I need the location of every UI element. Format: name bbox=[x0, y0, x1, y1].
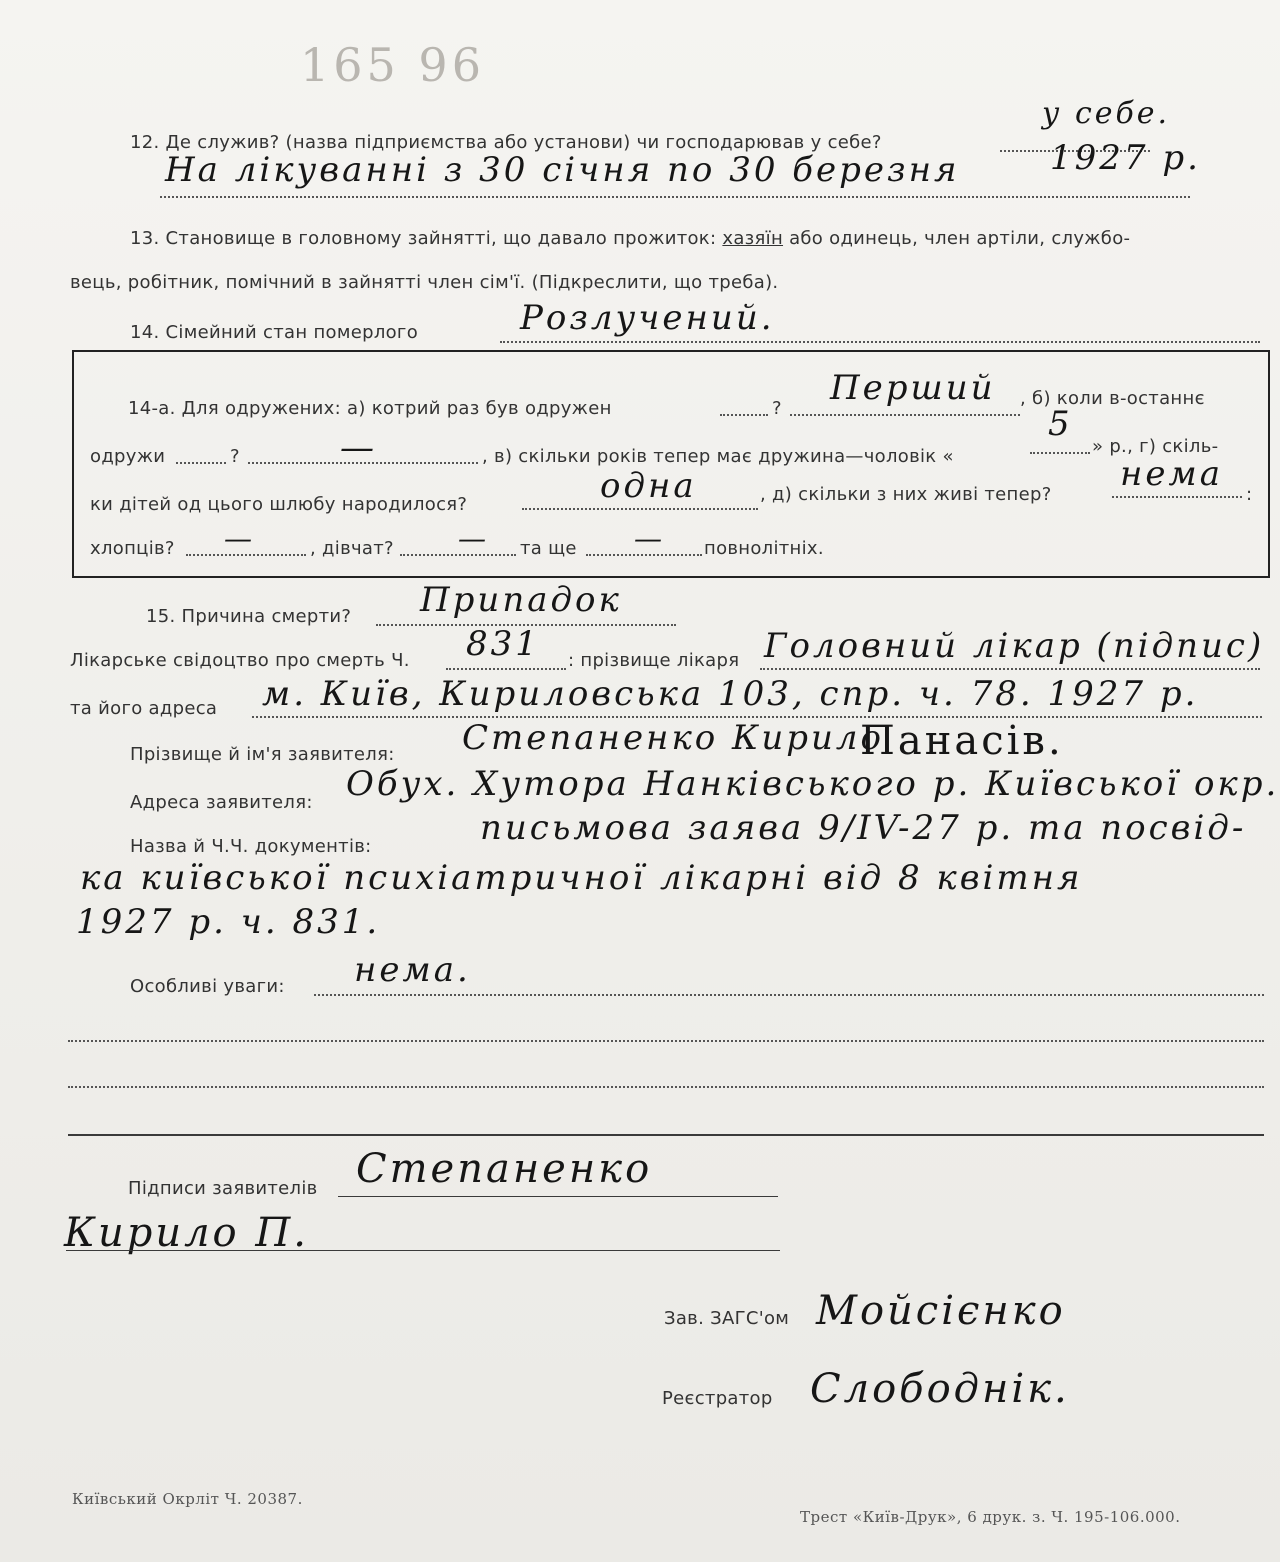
documents-label: Назва й Ч.Ч. документів: bbox=[130, 836, 372, 857]
item14a-line1 bbox=[128, 398, 612, 419]
item14a-ans-times: Перший bbox=[830, 368, 996, 408]
documents-line3: 1927 р. ч. 831. bbox=[76, 902, 381, 942]
item13-line2: вець, робітник, помічний в зайнятті член сім'ї. (Підкреслити, що треба). bbox=[70, 272, 779, 293]
item14a-ans-years: 5 bbox=[1048, 404, 1073, 444]
certificate-number: 831 bbox=[466, 624, 540, 664]
item14-label: 14. Сімейний стан померлого bbox=[130, 322, 419, 343]
item14a-ans-children: одна bbox=[600, 466, 697, 506]
item14a-ans-boys: — bbox=[224, 522, 255, 555]
doctor-label: : прізвище лікаря bbox=[568, 650, 740, 671]
item14a-line2c: » р., г) скіль- bbox=[1092, 436, 1219, 457]
item14a-dots2c bbox=[1030, 452, 1090, 454]
footer-left: Київський Окрліт Ч. 20387. bbox=[72, 1490, 303, 1508]
item14a-ans-girls: — bbox=[458, 522, 489, 555]
applicant-signature-1: Степаненко bbox=[356, 1146, 653, 1192]
item14a-line4a: хлопців? bbox=[90, 538, 175, 559]
applicant-address-label: Адреса заявителя: bbox=[130, 792, 313, 813]
applicant-signatures-label: Підписи заявителів bbox=[128, 1178, 318, 1199]
item12-answer-year: 1927 р. bbox=[1050, 138, 1201, 178]
remarks-label: Особливі уваги: bbox=[130, 976, 285, 997]
item13-selected-status: хазяїн bbox=[722, 228, 784, 249]
applicant-patronymic: Панасів. bbox=[860, 718, 1064, 764]
item14a-line4d: повнолітніх. bbox=[704, 538, 824, 559]
remarks-dots bbox=[314, 994, 1264, 996]
item14a-ans-alive: нема bbox=[1120, 454, 1223, 494]
remarks-line3 bbox=[68, 1086, 1264, 1088]
item14a-line3a: ки дітей од цього шлюбу народилося? bbox=[90, 494, 468, 515]
registrar-label: Реєстратор bbox=[662, 1388, 773, 1409]
item15-label: 15. Причина смерти? bbox=[146, 606, 352, 627]
item12-answer-treatment: На лікуванні з 30 січня по 30 березня bbox=[165, 150, 960, 190]
applicant-name-answer: Степаненко Кирило bbox=[462, 718, 885, 758]
archive-number: 165 96 bbox=[300, 38, 485, 92]
address-answer: м. Київ, Кириловська 103, спр. ч. 78. 1927 р. bbox=[262, 674, 1199, 714]
item14a-line4b: , дівчат? bbox=[310, 538, 394, 559]
item14a-q1: ? bbox=[772, 398, 782, 419]
item14a-dots1 bbox=[720, 414, 768, 416]
item14a-line3b: , д) скільки з них живі тепер? bbox=[760, 484, 1052, 505]
remarks-line2 bbox=[68, 1040, 1264, 1042]
item12-answer-line bbox=[160, 196, 1190, 198]
item14a-dots1b bbox=[790, 414, 1020, 416]
item14a-dots3 bbox=[522, 508, 758, 510]
documents-line1: письмова заява 9/IV-27 р. та посвід- bbox=[480, 808, 1247, 848]
item14a-ans-more: — bbox=[634, 522, 665, 555]
item14a-ans-when: — bbox=[340, 428, 377, 468]
item14a-line2b: , в) скільки років тепер має дружина—чоловік « bbox=[482, 446, 954, 467]
applicant-signature-line2 bbox=[66, 1250, 780, 1251]
item13-prefix: 13. Становище в головному зайнятті, що давало прожиток: bbox=[130, 228, 717, 249]
item14a-line4c: та ще bbox=[520, 538, 577, 559]
item13-line1 bbox=[130, 228, 1130, 249]
item14a-times-question: 14-а. Для одружених: а) котрий раз був одружен bbox=[128, 398, 612, 419]
applicant-signature-line bbox=[338, 1196, 778, 1197]
doctor-answer: Головний лікар (підпис) bbox=[764, 626, 1265, 666]
section-divider bbox=[68, 1134, 1264, 1136]
remarks-answer: нема. bbox=[354, 950, 471, 990]
doctor-dots bbox=[760, 668, 1260, 670]
registrar-signature: Слободнік. bbox=[810, 1366, 1070, 1412]
item15-answer: Припадок bbox=[420, 580, 622, 620]
certificate-label: Лікарське свідоцтво про смерть Ч. bbox=[70, 650, 410, 671]
applicant-signature-2: Кирило П. bbox=[64, 1210, 309, 1256]
item14-dots bbox=[500, 341, 1260, 343]
documents-line2: ка київської психіатричної лікарні від 8 квітня bbox=[80, 858, 1083, 898]
item14a-line3c: : bbox=[1246, 484, 1253, 505]
item14a-q2: ? bbox=[230, 446, 240, 467]
footer-right: Трест «Київ-Друк», 6 друк. з. Ч. 195-106.000. bbox=[800, 1508, 1181, 1526]
item13-suffix: або одинець, член артіли, службо- bbox=[789, 228, 1131, 249]
applicant-address-answer: Обух. Хутора Нанківського р. Київської окр. bbox=[346, 764, 1280, 804]
item14-answer: Розлучений. bbox=[520, 298, 775, 338]
item14a-dots2 bbox=[176, 462, 226, 464]
item12-answer-self: у себе. bbox=[1042, 96, 1171, 131]
item14a-dots3b bbox=[1112, 496, 1242, 498]
address-label: та його адреса bbox=[70, 698, 218, 719]
applicant-name-label: Прізвище й ім'я заявителя: bbox=[130, 744, 395, 765]
item14a-line1b: , б) коли в-останнє bbox=[1020, 388, 1205, 409]
certificate-dots bbox=[446, 668, 566, 670]
item12-label: 12. Де служив? (назва підприємства або установи) чи господарював у себе? bbox=[130, 132, 882, 153]
registry-head-label: Зав. ЗАГС'ом bbox=[664, 1308, 790, 1329]
registry-head-signature: Мойсієнко bbox=[816, 1288, 1066, 1334]
item14a-line2a: одружи bbox=[90, 446, 166, 467]
